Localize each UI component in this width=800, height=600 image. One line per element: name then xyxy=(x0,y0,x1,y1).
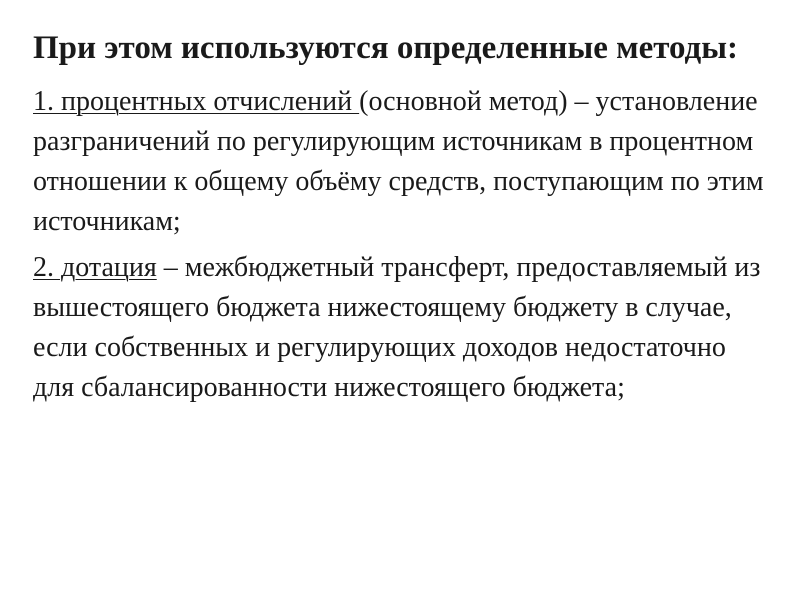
method-term-percent: 1. процентных отчислений xyxy=(33,86,360,117)
slide-content xyxy=(33,22,773,414)
method-term-grant: 2. дотация xyxy=(33,252,157,283)
method-item-percent xyxy=(33,82,773,242)
method-description-percent: (основной метод) – установление разграничений по регулирующим источникам в процентном отношении к общему объёму средств, поступающим по этим источникам; xyxy=(33,86,764,237)
slide-heading: При этом используются определенные методы: xyxy=(33,30,739,66)
method-item-grant xyxy=(33,248,773,408)
method-description-grant: – межбюджетный трансферт, предоставляемый из вышестоящего бюджета нижестоящему бюджету в случае, если собственных и регулирующих доходов недостаточно для сбалансированности нижестоящего бюджета; xyxy=(33,252,761,403)
